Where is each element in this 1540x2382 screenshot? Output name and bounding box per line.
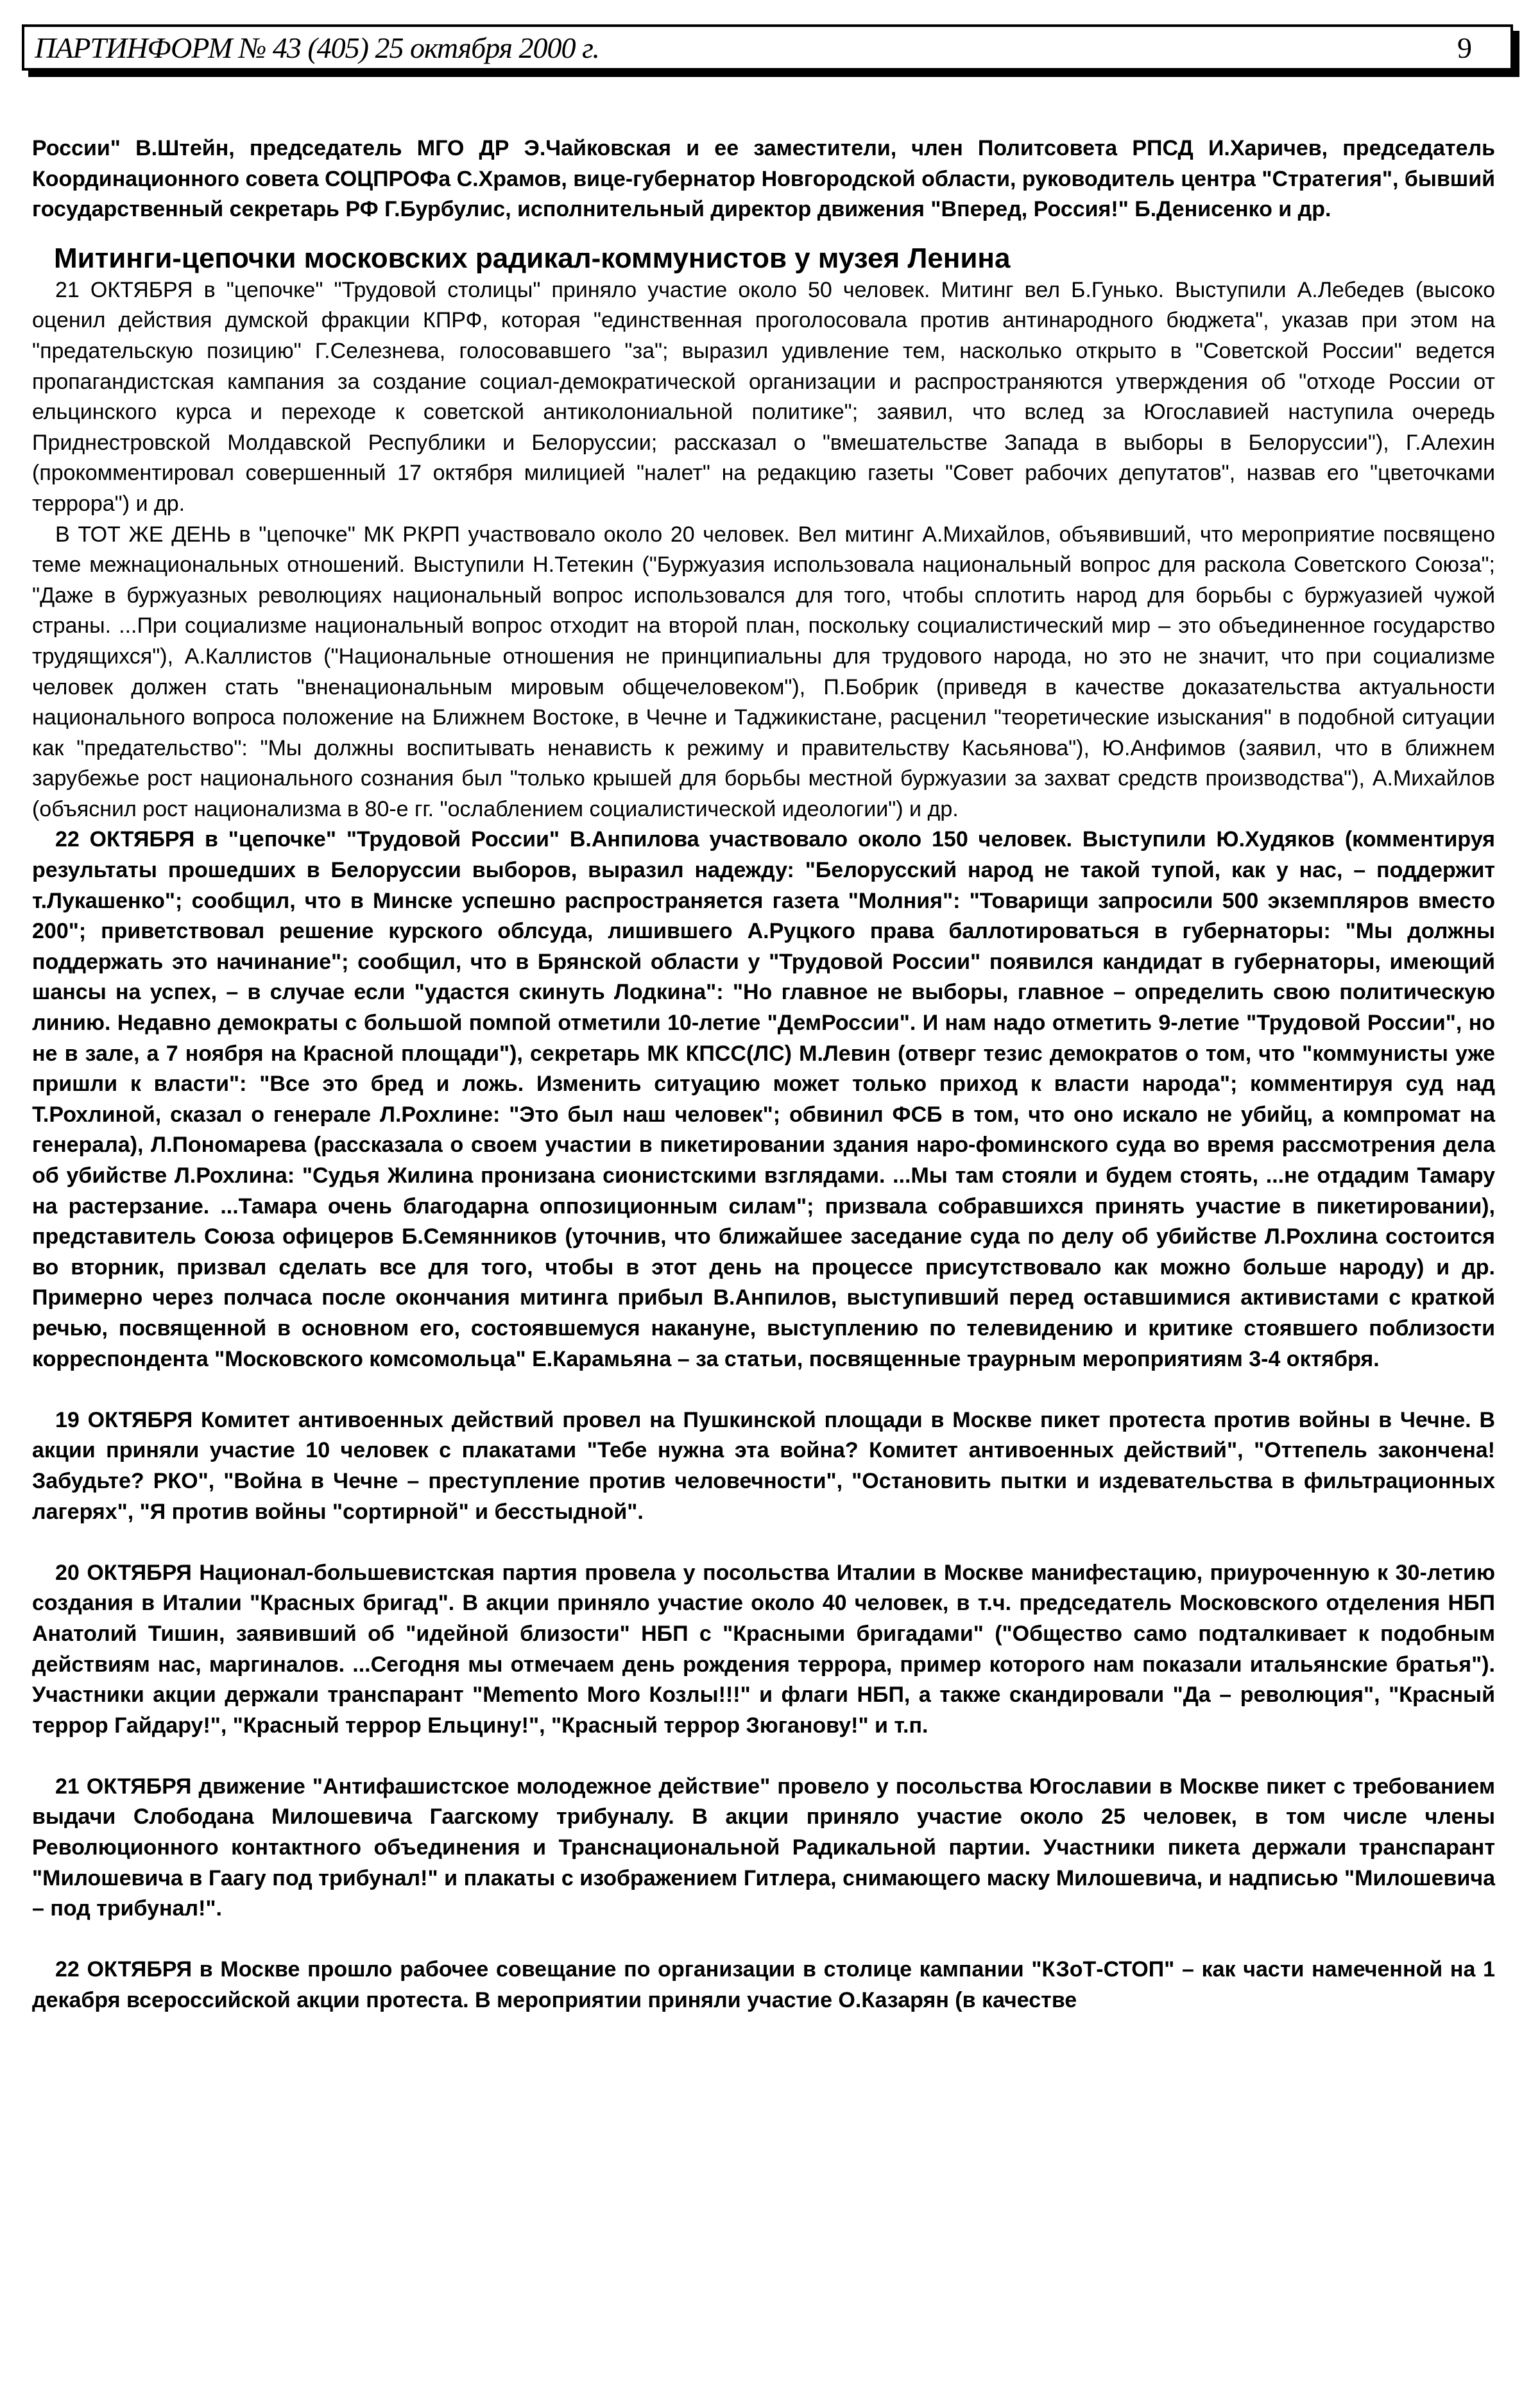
publication-title: ПАРТИНФОРМ № 43 (405) 25 октября 2000 г. (35, 31, 599, 64)
report-oct19: 19 ОКТЯБРЯ Комитет антивоенных действий провел на Пушкинской площади в Москве пикет протеста против войны в Чечне. В акции приняли участие 10 человек с плакатами "Тебе нужна эта война? Комитет антивоенных действий", "Оттепель закончена! Забудьте? РКО", "Война в Чечне – преступление против человечности", "Остановить пытки и издевательства в фильтрационных лагерях", "Я против войны "сортирной" и бесстыдной". (32, 1407, 1495, 1524)
paragraph-same-day: В ТОТ ЖЕ ДЕНЬ в "цепочке" МК РКРП участвовало около 20 человек. Вел митинг А.Михайлов, объявивший, что мероприятие посвящено теме межнациональных отношений. Выступили Н.Тетекин ("Буржуазия использовала национальный вопрос для раскола Советского Союза"; "Даже в буржуазных революциях национальный вопрос использовался для того, чтобы сплотить народ для борьбы с буржуазией чужой страны. ...При социализме национальный вопрос отходит на второй план, поскольку социалистический мир – это объединенное государство трудящихся"), А.Каллистов ("Национальные отношения не принципиальны для трудового народа, но это не значит, что при социализме человек должен стать "вненациональным мировым общечеловеком"), П.Бобрик (приведя в качестве доказательства актуальности национального вопроса положение на Ближнем Востоке, в Чечне и Таджикистане, расценил "теоретические изыскания" в подобной ситуации как "предательство": "Мы должны воспитывать ненависть к режиму и правительству Касьянова"), Ю.Анфимов (заявил, что в ближнем зарубежье рост национального сознания был "только крышей для борьбы местной буржуазии за захват средств производства"), А.Михайлов (объяснил рост национализма в 80-е гг. "ослаблением социалистической идеологии") и др. (32, 522, 1495, 821)
report-oct20: 20 ОКТЯБРЯ Национал-большевистская партия провела у посольства Италии в Москве манифестацию, приуроченную к 30-летию создания в Италии "Красных бригад". В акции приняло участие около 40 человек, в т.ч. председатель Московского отделения НБП Анатолий Тишин, заявивший об "идейной близости" НБП с "Красными бригадами" ("Общество само подталкивает к подобным действиям нас, маргиналов. ...Сегодня мы отмечаем день рождения террора, пример которого нам показали итальянские братья"). Участники акции держали транспарант "Memento Moro Козлы!!!" и флаги НБП, а также скандировали "Да – революция", "Красный террор Гайдару!", "Красный террор Ельцину!", "Красный террор Зюганову!" и т.п. (32, 1560, 1495, 1738)
report-oct22: 22 ОКТЯБРЯ в Москве прошло рабочее совещание по организации в столице кампании "КЗоТ-СТОП" – как части намеченной на 1 декабря всероссийской акции протеста. В мероприятии приняли участие О.Казарян (в качестве (32, 1957, 1495, 2013)
article-body (32, 133, 1495, 2016)
intro-paragraph: России" В.Штейн, председатель МГО ДР Э.Чайковская и ее заместители, член Политсовета РПСД И.Харичев, председатель Координационного совета СОЦПРОФа С.Храмов, вице-губернатор Новгородской области, руководитель центра "Стратегия", бывший государственный секретарь РФ Г.Бурбулис, исполнительный директор движения "Вперед, Россия!" Б.Денисенко и др. (32, 136, 1495, 222)
page-number: 9 (1457, 31, 1472, 64)
report-oct21: 21 ОКТЯБРЯ движение "Антифашистское молодежное действие" провело у посольства Югославии в Москве пикет с требованием выдачи Слободана Милошевича Гаагскому трибуналу. В акции приняло участие около 25 человек, в том числе члены Революционного контактного объединения и Транснациональной Радикальной партии. Участники пикета держали транспарант "Милошевича в Гаагу под трибунал!" и плакаты с изображением Гитлера, снимающего маску Милошевича, и надписью "Милошевича – под трибунал!". (32, 1774, 1495, 1921)
section-heading: Митинги-цепочки московских радикал-коммунистов у музея Ленина (54, 242, 1011, 274)
page-header (22, 24, 1513, 71)
paragraph-oct22: 22 ОКТЯБРЯ в "цепочке" "Трудовой России" В.Анпилова участвовало около 150 человек. Выступили Ю.Худяков (комментируя результаты прошедших в Белоруссии выборов, выразил надежду: "Белорусский народ не такой тупой, как у нас, – поддержит т.Лукашенко"; сообщил, что в Минске успешно распространяется газета "Молния": "Товарищи запросили 500 экземпляров вместо 200"; приветствовал решение курского облсуда, лишившего А.Руцкого права баллотироваться в губернаторы: "Мы должны поддержать это начинание"; сообщил, что в Брянской области у "Трудовой России" появился кандидат в губернаторы, имеющий шансы на успех, – в случае если "удастся скинуть Лодкина": "Но главное не выборы, главное – определить свою политическую линию. Недавно демократы с большой помпой отметили 10-летие "ДемРоссии". И нам надо отметить 9-летие "Трудовой России", но не в зале, а 7 ноября на Красной площади"), секретарь МК КПСС(ЛС) М.Левин (отверг тезис демократов о том, что "коммунисты уже пришли к власти": "Все это бред и ложь. Изменить ситуацию может только приход к власти народа"; комментируя суд над Т.Рохлиной, сказал о генерале Л.Рохлине: "Это был наш человек"; обвинил ФСБ в том, что оно искало не убийц, а компромат на генерала), Л.Пономарева (рассказала о своем участии в пикетировании здания наро-фоминского суда во время рассмотрения дела об убийстве Л.Рохлина: "Судья Жилина пронизана сионистскими взглядами. ...Мы там стояли и будем стоять, ...не отдадим Тамару на растерзание. ...Тамара очень благодарна оппозиционным силам"; призвала собравшихся принять участие в пикетировании), представитель Союза офицеров Б.Семянников (уточнив, что ближайшее заседание суда по делу об убийстве Л.Рохлина состоится во вторник, призвал сделать все для того, чтобы в этот день на процессе присутствовало как можно больше народу) и др. Примерно через полчаса после окончания митинга прибыл В.Анпилов, выступивший перед оставшимися активистами с краткой речью, посвященной в основном его, состоявшемуся накануне, выступлению по телевидению и критике стоявшего поблизости корреспондента "Московского комсомольца" Е.Карамьяна – за статьи, посвященные траурным мероприятиям 3-4 октября. (32, 827, 1495, 1371)
paragraph-oct21: 21 ОКТЯБРЯ в "цепочке" "Трудовой столицы" приняло участие около 50 человек. Митинг вел Б.Гунько. Выступили А.Лебедев (высоко оценил действия думской фракции КПРФ, которая "единственная проголосовала против антинародного бюджета", указав при этом на "предательскую позицию" Г.Селезнева, голосовавшего "за"; выразил удивление тем, насколько открыто в "Советской России" ведется пропагандистская кампания за создание социал-демократической организации и распространяются утверждения об "отходе России от ельцинского курса и переходе к советской антиколониальной политике"; заявил, что вслед за Югославией наступила очередь Приднестровской Молдавской Республики и Белоруссии; рассказал о "вмешательстве Запада в выборы в Белоруссии"), Г.Алехин (прокомментировал совершенный 17 октября милицией "налет" на редакцию газеты "Совет рабочих депутатов", назвав его "цветочками террора") и др. (32, 277, 1495, 516)
